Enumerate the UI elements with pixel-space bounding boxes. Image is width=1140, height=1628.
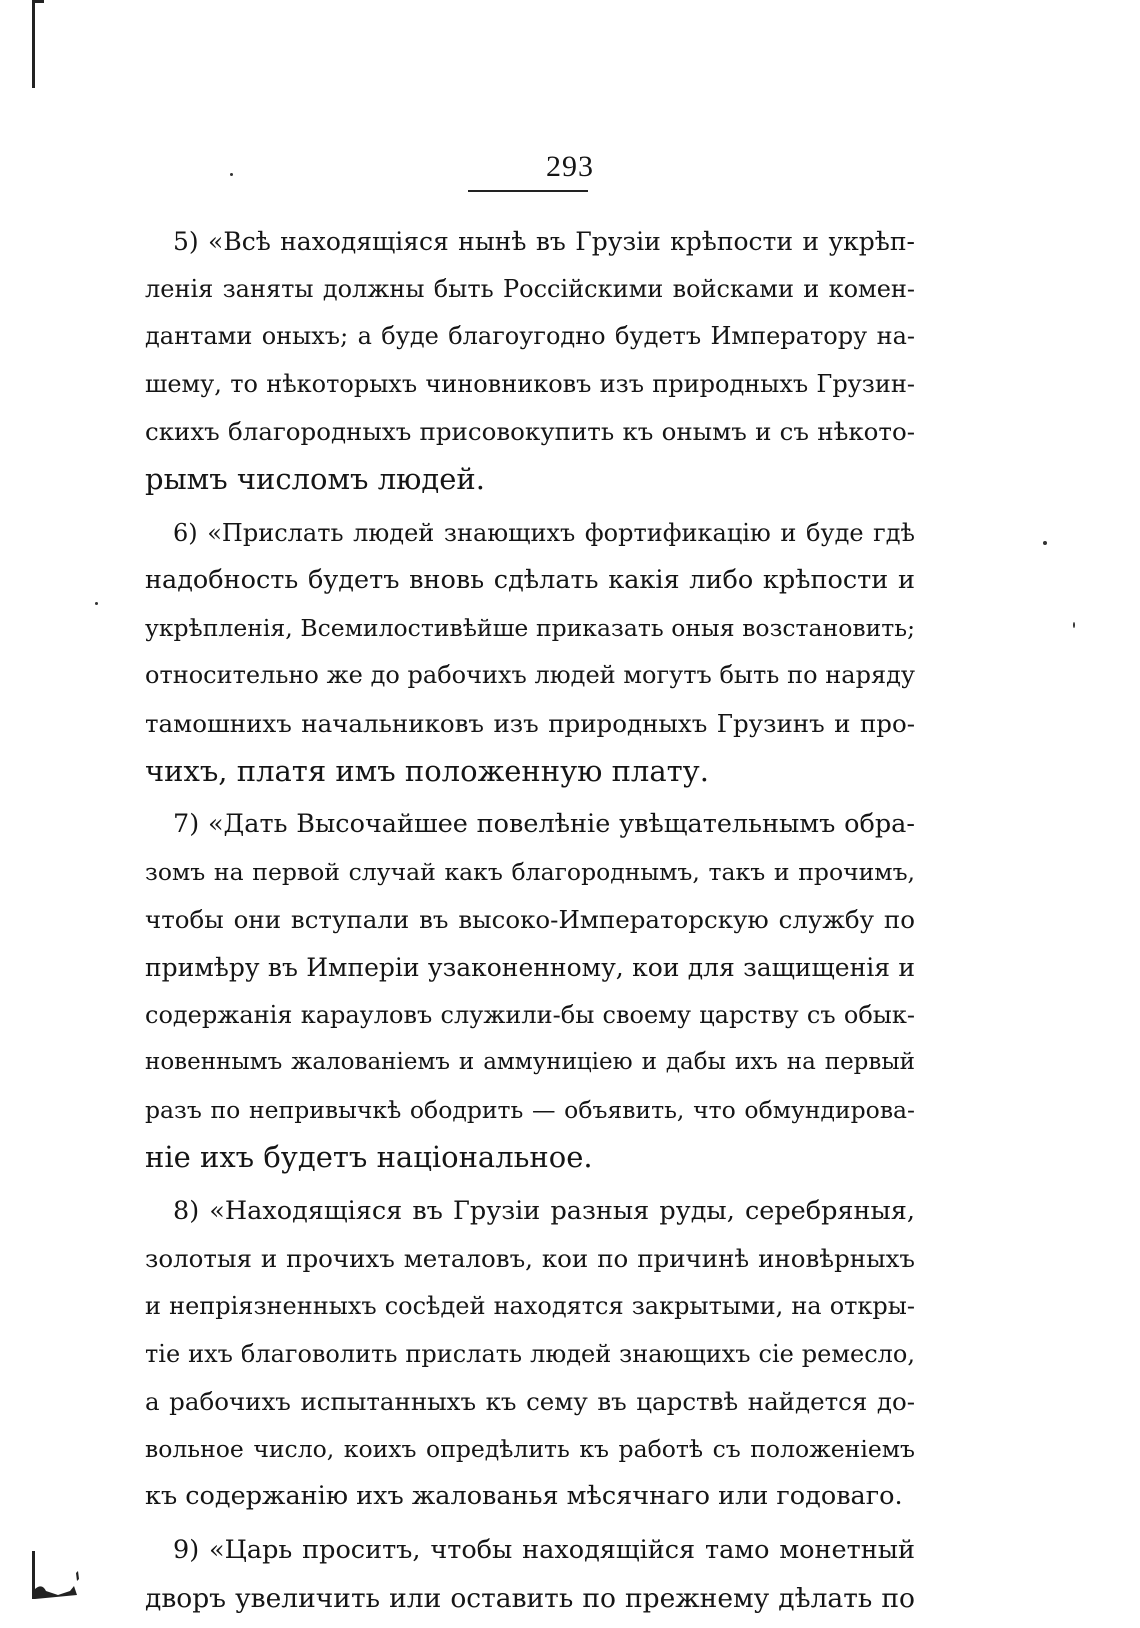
text-line: золотыя и прочихъ металовъ, кои по причинѣ иновѣрныхъ xyxy=(145,1244,915,1274)
page-number: 293 xyxy=(546,150,594,183)
text-line: а рабочихъ испытанныхъ къ сему въ царствѣ найдется до- xyxy=(145,1387,915,1417)
text-line: вольное число, коихъ опредѣлить къ работѣ съ положеніемъ xyxy=(145,1434,915,1463)
scan-edge-mark-top xyxy=(30,0,44,90)
paragraph-9 xyxy=(145,1527,915,1622)
text-line: тамошнихъ начальниковъ изъ природныхъ Грузинъ и про- xyxy=(145,708,915,738)
text-line: укрѣпленія, Всемилостивѣйше приказать оныя возстановить; xyxy=(145,613,915,642)
text-line: 9) «Царь проситъ, чтобы находящійся тамо монетный xyxy=(173,1535,915,1566)
text-line: шему, то нѣкоторыхъ чиновниковъ изъ природныхъ Грузин- xyxy=(145,369,915,398)
text-line: относительно же до рабочихъ людей могутъ быть по наряду xyxy=(145,661,915,690)
scan-speck xyxy=(1073,622,1075,628)
text-line: разъ по непривычкѣ ободрить — объявить, что обмундирова- xyxy=(145,1095,915,1124)
paragraph-6 xyxy=(145,510,915,796)
scan-edge-mark-bottom xyxy=(30,1531,90,1601)
text-line: и непріязненныхъ сосѣдей находятся закрытыми, на откры- xyxy=(145,1292,915,1321)
text-line: зомъ на первой случай какъ благороднымъ, такъ и прочимъ, xyxy=(145,857,915,886)
scan-speck xyxy=(1043,541,1047,545)
text-line: скихъ благородныхъ присовокупить къ онымъ и съ нѣкото- xyxy=(145,417,915,447)
text-line: 5) «Всѣ находящіяся нынѣ въ Грузіи крѣпости и укрѣп- xyxy=(173,227,915,256)
text-line: тіе ихъ благоволить прислать людей знающихъ сіе ремесло, xyxy=(145,1339,915,1368)
scan-speck xyxy=(95,602,98,605)
text-line: примѣру въ Имперіи узаконенному, кои для защищенія и xyxy=(145,952,915,982)
text-line: ленія заняты должны быть Россійскими войсками и комен- xyxy=(145,274,915,303)
text-line: чихъ, платя имъ положенную плату. xyxy=(145,753,709,788)
text-line: новеннымъ жалованіемъ и аммуниціею и дабы ихъ на первый xyxy=(145,1049,915,1076)
text-line: 8) «Находящіяся въ Грузіи разныя руды, серебряныя, xyxy=(173,1195,915,1226)
text-line: рымъ числомъ людей. xyxy=(145,461,485,496)
text-line: дантами оныхъ; а буде благоугодно будетъ Императору на- xyxy=(145,322,915,351)
text-line: 7) «Дать Высочайшее повелѣніе увѣщательнымъ обра- xyxy=(173,809,915,840)
text-line: дворъ увеличить или оставить по прежнему дѣлать по xyxy=(145,1582,915,1614)
text-line: надобность будетъ вновь сдѣлать какія либо крѣпости и xyxy=(145,565,915,596)
paragraph-7 xyxy=(145,801,915,1182)
text-line: ніе ихъ будетъ національное. xyxy=(145,1140,593,1175)
text-line: 6) «Прислать людей знающихъ фортификацію и буде гдѣ xyxy=(173,518,915,547)
text-line: къ содержанію ихъ жалованья мѣсячнаго или годоваго. xyxy=(145,1481,903,1512)
text-line: содержанія карауловъ служили-бы своему царству съ обык- xyxy=(145,1000,915,1029)
text-line: чтобы они вступали въ высоко-Императорскую службу по xyxy=(145,905,915,935)
paragraph-8 xyxy=(145,1188,915,1521)
paragraph-5 xyxy=(145,218,915,504)
body-text xyxy=(145,218,915,1628)
page-number-rule xyxy=(468,190,588,192)
